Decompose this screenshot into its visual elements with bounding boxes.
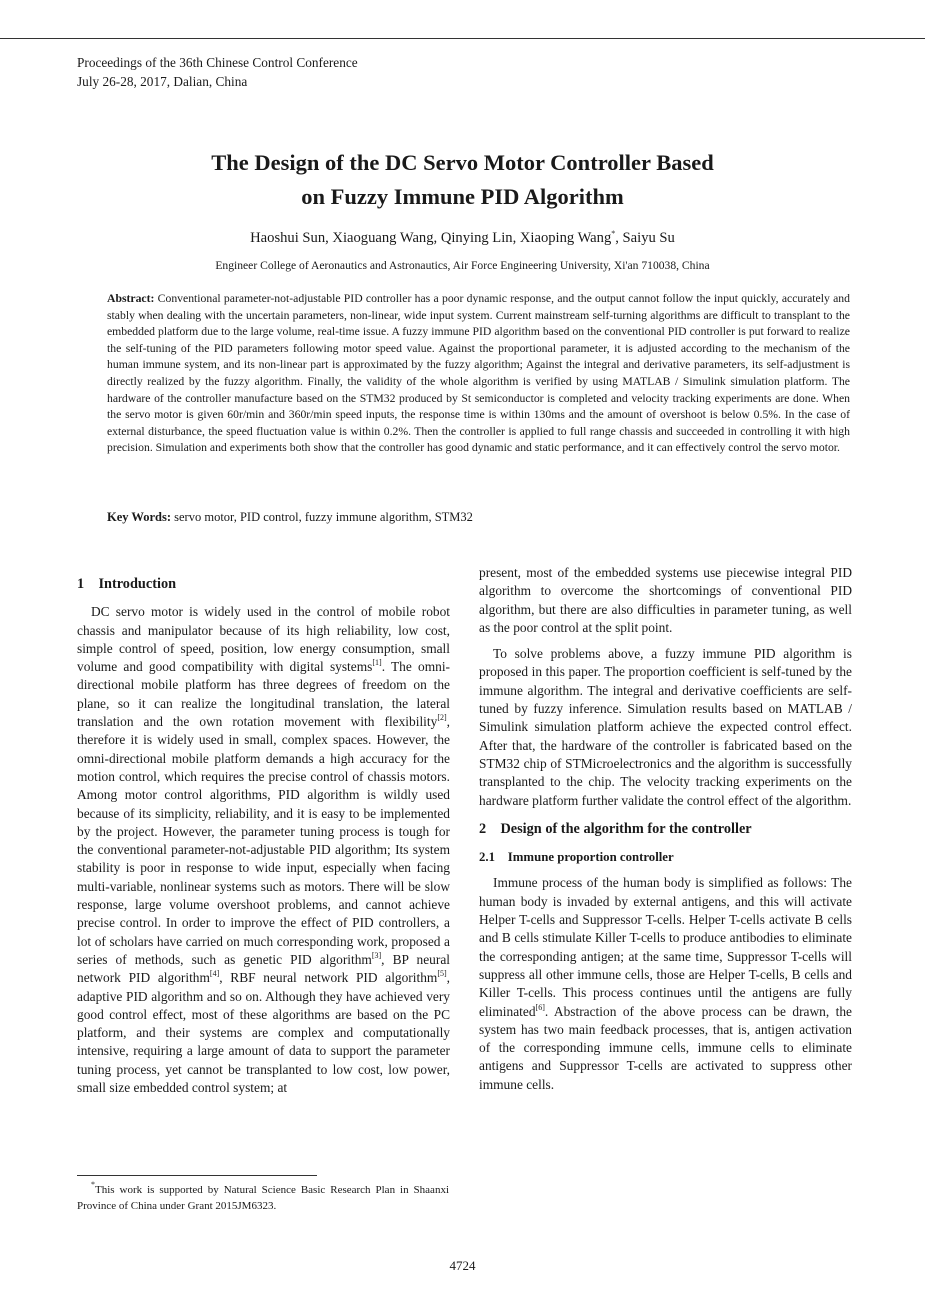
keywords — [107, 510, 473, 525]
footnote-mark: * — [91, 1180, 95, 1189]
corresponding-mark: * — [611, 229, 616, 238]
header-rule — [0, 38, 925, 39]
author-list: Haoshui Sun, Xiaoguang Wang, Qinying Lin, Xiaoping Wang — [250, 230, 612, 246]
footnote-text: This work is supported by Natural Science Basic Research Plan in Shaanxi Province of China under Grant 2015JM6323. — [77, 1184, 449, 1212]
keywords-label: Key Words: — [107, 510, 172, 524]
conference-date: July 26-28, 2017, Dalian, China — [77, 74, 248, 89]
text-run: , BP neural network PID algorithm — [77, 951, 450, 986]
affiliation: Engineer College of Aeronautics and Astronautics, Air Force Engineering University, Xi'an 710038, China — [215, 259, 710, 272]
text-run: DC servo motor is widely used in the control of mobile robot chassis and manipulator because of its high reliability, low cost, simple control of speed, position, low energy consumption, small volume and good compatibility with digital systems — [77, 604, 450, 675]
text-run: , RBF neural network PID algorithm — [219, 970, 438, 986]
title-line-1: The Design of the DC Servo Motor Controller Based — [211, 150, 714, 175]
citation-ref: [1] — [372, 658, 382, 668]
paragraph — [479, 564, 852, 637]
keywords-text: servo motor, PID control, fuzzy immune algorithm, STM32 — [171, 510, 473, 524]
citation-ref: [4] — [209, 969, 220, 979]
section-heading-introduction: 1 Introduction — [77, 576, 177, 592]
abstract-label: Abstract: — [107, 292, 155, 305]
title-line-2: on Fuzzy Immune PID Algorithm — [301, 184, 624, 209]
conference-name: Proceedings of the 36th Chinese Control Conference — [77, 55, 358, 70]
section-heading-design: 2 Design of the algorithm for the controller — [479, 820, 752, 837]
footnote-rule — [77, 1175, 317, 1176]
abstract — [107, 291, 850, 457]
footnote — [77, 1182, 449, 1214]
right-column — [479, 564, 852, 1094]
abstract-text: Conventional parameter-not-adjustable PID controller has a poor dynamic response, and the output cannot follow the input quickly, accurately and stably when dealing with the uncertain parameters, non-linear, wide input system. Current mainstream self-turning algorithms are difficult to transplant to the embedded platform due to the large volume, real-time issue. A fuzzy immune PID algorithm based on the conventional PID controller is put forward to realize the self-tuning of the PID parameters following motor speed value. Against the proportional parameter, it is adjusted according to the mechanism of the human immune system, and its non-linear part is approximated by the fuzzy algorithm; Against the integral and derivative parameters, its self-adjustment is directly realized by the fuzzy algorithm. Finally, the validity of the whole algorithm is verified by using MATLAB / Simulink simulation platform. The hardware of the controller manufacture based on the STM32 produced by St semiconductor is completed and velocity tracking experiments are done. When the servo motor is given 60r/min and 360r/min speed inputs, the response time is within 130ms and the amount of overshoot is below 0.5%. In the case of external disturbance, the speed fluctuation value is within 0.2%. Then the controller is applied to full range chassis and succeeded in controlling it with high precision. Simulation and experiments both show that the controller has good dynamic and static performance, and it can effectively control the servo motor. — [107, 292, 850, 455]
subsection-heading-immune: 2.1 Immune proportion controller — [479, 850, 674, 865]
text-run: . The omni-directional mobile platform has three degrees of freedom on the plane, so it can realize the longitudinal translation, the lateral translation and the own rotation movement with flexibility — [77, 659, 451, 730]
citation-ref: [5] — [437, 969, 447, 979]
paragraph — [479, 874, 852, 1094]
citation-ref: [2] — [437, 713, 447, 723]
authors — [0, 230, 925, 247]
text-run: , adaptive PID algorithm and so on. Although they have achieved very good control effect, most of these algorithms are based on the PC platform, and their systems are complex and computationally intensive, requiring a large amount of data to support the parameter tuning process, yet cannot be transplanted to low cost, low power, small size embedded control system; at — [77, 970, 451, 1096]
text-run: . Abstraction of the above process can be drawn, the system has two main feedback processes, that is, antigen activation of the corresponding immune cells, immune cells to eliminate antigens and Suppressor T-cells are activated to suppress other immune cells. — [479, 1003, 852, 1092]
left-column — [77, 575, 450, 1097]
author-list-end: , Saiyu Su — [615, 230, 675, 246]
text-run: , therefore it is widely used in small, complex spaces. However, the omni-directional mobile platform demands a high accuracy for the motion control, which requires the precise control of chassis motors. Among motor control algorithms, PID algorithm is wildly used because of its simplicity, reliability, and it is easy to be implemented by the project. However, the parameter tuning process is tough for the conventional parameter-not-adjustable PID algorithm; Its system stability is poor in response to wide input, especially when facing multi-variable, nonlinear systems such as motors. There will be slow response, large volume overshoot problems, and cannot achieve precise control. In order to improve the effect of PID controllers, a lot of scholars have carried on much corresponding work, proposed a series of methods, such as genetic PID algorithm — [77, 714, 450, 967]
citation-ref: [3] — [371, 950, 382, 960]
text-run: Immune process of the human body is simplified as follows: The human body is invaded by external antigens, and this will activate Helper T-cells and Suppressor T-cells. Helper T-cells activate B cells and B cells stimulate Killer T-cells to produce antibodies to eliminate the corresponding antigen; at the same time, Suppressor T-cells will suppress all other immune cells, those are Helper T-cells, B cells and Killer T-cells. This process continues until the antigens are fully eliminated — [479, 875, 852, 1019]
page-number: 4724 — [449, 1258, 476, 1273]
paper-title — [0, 146, 925, 214]
paragraph — [479, 645, 852, 810]
text-run: present, most of the embedded systems use piecewise integral PID algorithm to overcome the shortcomings of conventional PID algorithm, but there are also difficulties in parameter tuning, as well as the poor control at the split point. — [479, 565, 852, 635]
paragraph — [77, 603, 450, 1097]
text-run: To solve problems above, a fuzzy immune PID algorithm is proposed in this paper. The proportion coefficient is self-tuned by the immune algorithm. The integral and derivative coefficients are self-tuned by fuzzy inference. Simulation results based on MATLAB / Simulink simulation platform achieve the expected control effect. After that, the hardware of the controller is fabricated based on the STM32 chip of STMicroelectronics and the algorithm is successfully transplanted to the chip. The velocity tracking experiments on the hardware platform further validate the control effect of the algorithm. — [479, 646, 852, 808]
citation-ref: [6] — [535, 1002, 545, 1012]
proceedings-header — [77, 53, 358, 91]
